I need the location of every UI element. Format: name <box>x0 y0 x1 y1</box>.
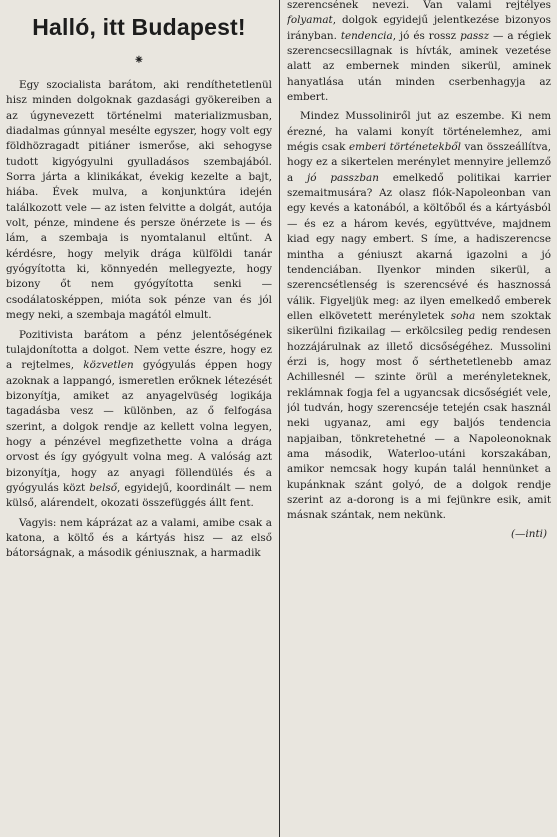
emphasis-text: közvetlen <box>83 359 134 372</box>
emphasis-text: emberi történetekből <box>348 141 461 154</box>
emphasis-text: folyamat <box>287 14 333 27</box>
paragraph-text: — a régiek szerencsecsillagnak is hívták, aminek vezetése alatt az embernek minden sikerül, aminek hanyatlása után minden cserbenhagyja az embert. <box>287 29 551 104</box>
paragraph-text: gyógyulás éppen hogy azoknak a lappangó, ismeretlen erőknek létezését bizonyítja, amiket az anyagelvüség logikája tagadásba vesz — különben, az ő felfogása szerint, a dolgok rendje az kellett volna legyen, hogy a pénzével megfizethette volna a drága orvost és így gyógyult volna meg. A valóság azt bizonyítja, hogy az anyagi föllendülés és a gyógyulás közt <box>6 359 272 494</box>
article-title: Halló, itt Budapest! <box>32 14 246 40</box>
paragraph-text: Mindez Mussoliniről jut az eszembe. Ki nem érezné, ha valami konyít történelemhez, ami mégis csak <box>287 110 551 154</box>
asterism-separator: ⁕ <box>133 53 145 68</box>
paragraph-text: , jó és rossz <box>392 29 461 42</box>
paragraph <box>6 78 272 324</box>
paragraph-text: nem szoktak sikerülni fizikailag — erkölcsileg pedig rendesen hozzájárulnak az illető dicsőségéhez. Mussolini érzi is, hogy most ő sérthetetlenebb amaz Achillesnél — szinte örül a merényleteknek, reklámnak fogja fel a ugyancsak dicsőségiét vele, jól tudván, hogy szerencséje tetején csak használ neki ugyanaz, ami egy baljós tendencia napjaiban, tönkretehetné — a Napoleonoknak ama második, Waterloo-utáni korszakában, amikor nemcsak hogy kupán talál hennünket a kupánknak szánt golyó, de a dolgok rendje szerint az a-dorong is a mi fejünkre esik, amit másnak szántak, nem nekünk. <box>287 309 551 522</box>
right-column-body <box>287 0 551 524</box>
emphasis-text: tendencia <box>340 29 393 42</box>
emphasis-text: belső <box>89 481 117 494</box>
emphasis-text: soha <box>450 309 476 322</box>
emphasis-text: jó passzban <box>307 171 379 184</box>
paragraph-text: Vagyis: nem káprázat az a valami, amibe csak a katona, a költő és a kártyás hisz — az első bátorságnak, a második géniusznak, a harmadik <box>6 516 272 560</box>
paragraph-text: szerencsének nevezi. Van valami rejtélyes <box>287 0 551 11</box>
paragraph <box>6 516 272 562</box>
paragraph-text: van összeállítva, hogy ez a sikertelen merénylet mennyire jellemző a <box>287 141 551 184</box>
paragraph <box>287 109 551 523</box>
emphasis-text: passz <box>460 29 490 42</box>
column-divider <box>279 0 280 837</box>
paragraph-text: , egyidejű, koordinált — nem külső, alárendelt, okozati összefüggés állt fent. <box>6 481 272 510</box>
left-column <box>6 0 272 837</box>
paragraph-text: Pozitivista barátom a pénz jelentőségének tulajdonította a dolgot. Nem vette észre, hogy ez a rejtelmes, <box>6 328 272 372</box>
paragraph <box>287 0 551 105</box>
author-signature: (—inti) <box>510 527 547 540</box>
paragraph <box>6 328 272 512</box>
left-column-body <box>6 78 272 562</box>
paragraph-text: , dolgok egyidejű jelentkezése bizonyos irányban. <box>287 14 551 42</box>
paragraph-text: emelkedő politikai karrier szemaitmusára? Az olasz flók-Napoleonban van egy kevés a katonából, a költőből és a kártyásból — és ez a három kevés, együttvéve, majdnem kiad egy nagy embert. S íme, a hadiszerencse mintha a géniuszt akarná igazolni a jó tendenciában. Ilyenkor minden sikerül, a szerencsétlenség is szerencsévé és hasznossá válik. Figyeljük meg: az ilyen emelkedő emberek ellen elkövetett merényletek <box>287 171 551 322</box>
right-column <box>287 0 551 837</box>
paragraph-text: Egy szocialista barátom, aki rendíthetetlenül hisz minden dolgoknak gazdasági gyökereiben a az úgynevezett történelmi materializmusban, diadalmas gúnnyal mesélte egyszer, hogy volt egy földhözragadt pitiáner ismerőse, aki sehogyse tudott kigyógyulni gyulladásos szembajából. Sorra járta a klinikákat, évekig kezelte a bajt, hiába. Évek mulva, a konjunktúra idején találkozott vele — az isten felvitte a dolgát, autója volt, pénze, mindene és persze önérzete is — és lám, a szembaja is nyomtalanul eltűnt. A kérdésre, hogy melyik drága külföldi tanár gyógyította ki, könnyedén mellegyezte, hogy bizony őt nem gyógyította senki — csodálatosképpen, mióta sok pénze van és jól megy neki, a szembaja magától elmult. <box>6 79 272 322</box>
